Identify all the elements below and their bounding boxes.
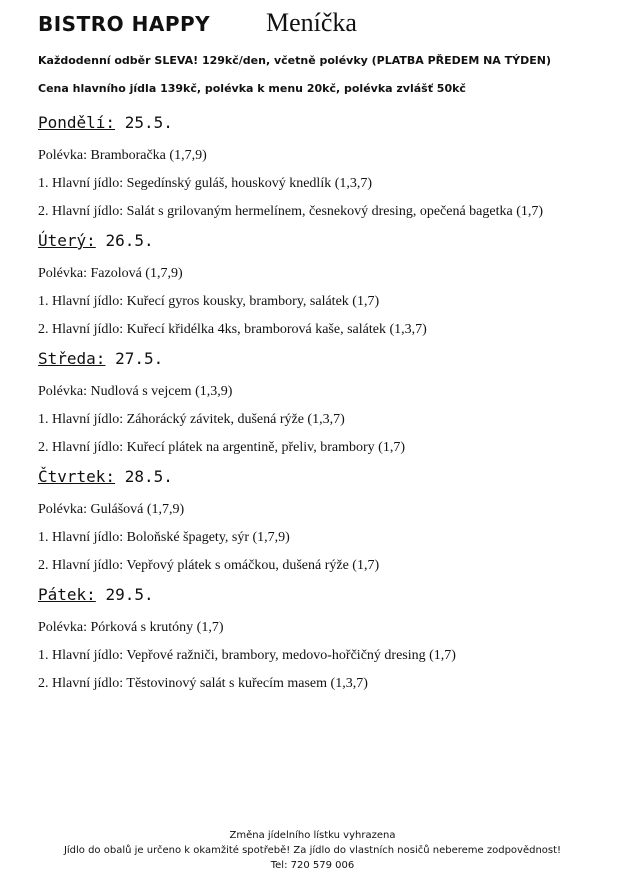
day-date: 25.5. bbox=[124, 113, 173, 132]
soup-item: Polévka: Pórková s krutóny (1,7) bbox=[38, 620, 224, 635]
day-name: Pondělí: bbox=[38, 113, 116, 132]
day-heading bbox=[38, 110, 618, 136]
page-title: Meníčka bbox=[266, 8, 357, 37]
soup-item: Polévka: Fazolová (1,7,9) bbox=[38, 266, 183, 281]
footer-notice: Změna jídelního lístku vyhrazena bbox=[229, 830, 396, 841]
main-dish-1: 1. Hlavní jídlo: Kuřecí gyros kousky, brambory, salátek (1,7) bbox=[38, 294, 380, 309]
day-tuesday bbox=[38, 228, 618, 346]
main-dish-1: 1. Hlavní jídlo: Segedínský guláš, houskový knedlík (1,3,7) bbox=[38, 176, 373, 191]
day-date: 26.5. bbox=[105, 231, 154, 250]
day-wednesday bbox=[38, 346, 618, 464]
main-dish-2: 2. Hlavní jídlo: Kuřecí křidélka 4ks, bramborová kaše, salátek (1,3,7) bbox=[38, 322, 427, 337]
menu-days bbox=[38, 110, 618, 700]
soup-item: Polévka: Gulášová (1,7,9) bbox=[38, 502, 185, 517]
main-dish-2: 2. Hlavní jídlo: Těstovinový salát s kuřecím masem (1,3,7) bbox=[38, 676, 368, 691]
day-heading bbox=[38, 464, 618, 490]
day-heading bbox=[38, 346, 618, 372]
main-dish-1: 1. Hlavní jídlo: Vepřové ražniči, brambory, medovo-hořčičný dresing (1,7) bbox=[38, 648, 456, 663]
main-dish-2: 2. Hlavní jídlo: Vepřový plátek s omáčkou, dušená rýže (1,7) bbox=[38, 558, 380, 573]
day-monday bbox=[38, 110, 618, 228]
day-heading bbox=[38, 228, 618, 254]
page-header bbox=[38, 8, 598, 44]
day-date: 28.5. bbox=[124, 467, 173, 486]
brand-name: BISTRO HAPPY bbox=[38, 12, 211, 36]
day-name: Středa: bbox=[38, 349, 106, 368]
page-footer bbox=[0, 828, 625, 873]
main-dish-2: 2. Hlavní jídlo: Salát s grilovaným hermelínem, česnekový dresing, opečená bagetka (1,7) bbox=[38, 204, 544, 219]
day-heading bbox=[38, 582, 618, 608]
day-date: 27.5. bbox=[115, 349, 164, 368]
day-friday bbox=[38, 582, 618, 700]
day-date: 29.5. bbox=[105, 585, 154, 604]
main-dish-1: 1. Hlavní jídlo: Boloňské špagety, sýr (1,7,9) bbox=[38, 530, 290, 545]
day-name: Pátek: bbox=[38, 585, 96, 604]
soup-item: Polévka: Bramboračka (1,7,9) bbox=[38, 148, 207, 163]
main-dish-1: 1. Hlavní jídlo: Záhorácký závitek, dušená rýže (1,3,7) bbox=[38, 412, 345, 427]
day-thursday bbox=[38, 464, 618, 582]
footer-disclaimer: Jídlo do obalů je určeno k okamžité spotřebě! Za jídlo do vlastních nosičů nebereme zodpovědnost! bbox=[63, 845, 562, 856]
day-name: Čtvrtek: bbox=[38, 467, 116, 486]
footer-phone: Tel: 720 579 006 bbox=[270, 860, 355, 871]
promo-line-1: Každodenní odběr SLEVA! 129kč/den, včetně polévky (PLATBA PŘEDEM NA TÝDEN) bbox=[38, 54, 551, 67]
main-dish-2: 2. Hlavní jídlo: Kuřecí plátek na argentině, přeliv, brambory (1,7) bbox=[38, 440, 406, 455]
promo-line-2: Cena hlavního jídla 139kč, polévka k menu 20kč, polévka zvlášť 50kč bbox=[38, 82, 466, 95]
day-name: Úterý: bbox=[38, 231, 96, 250]
soup-item: Polévka: Nudlová s vejcem (1,3,9) bbox=[38, 384, 233, 399]
